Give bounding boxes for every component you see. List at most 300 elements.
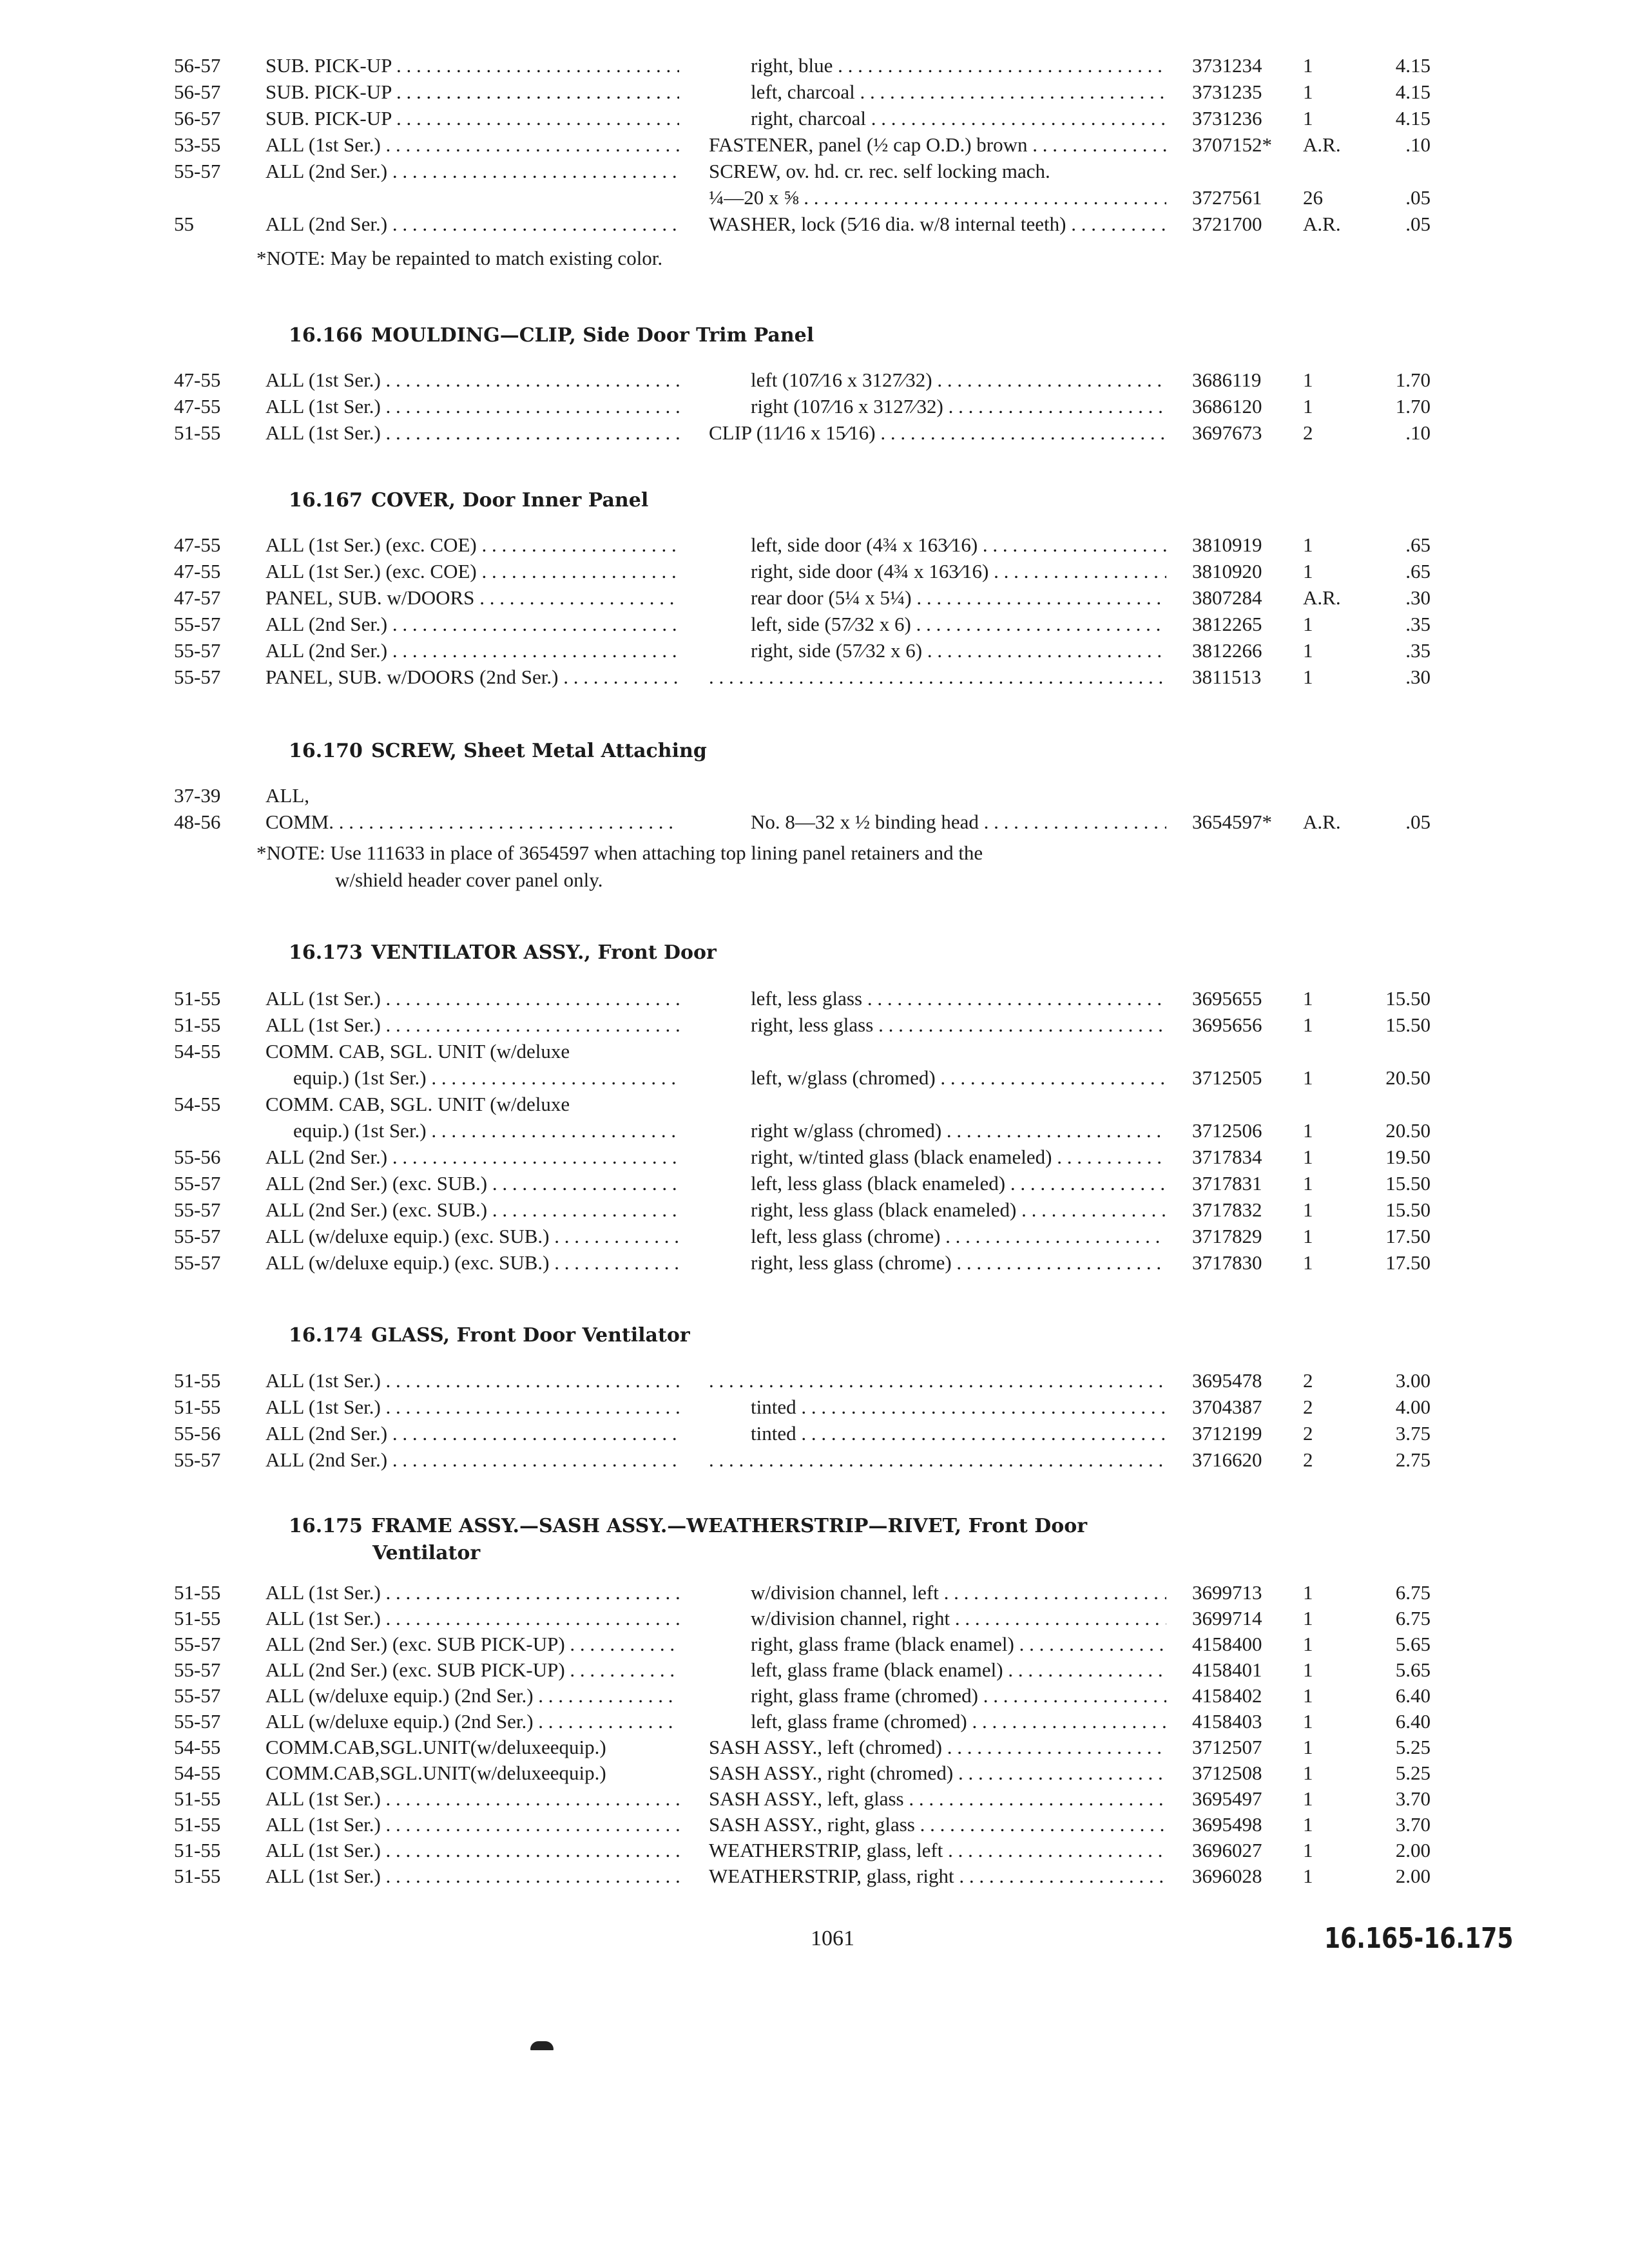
- description-cell: CLIP (11⁄16 x 15⁄16) . . .: [709, 420, 1166, 446]
- table-row: [0, 1786, 1629, 1812]
- year-cell: 51-55: [174, 1607, 221, 1629]
- table-row: [0, 1039, 1629, 1064]
- table-row: [0, 1760, 1629, 1786]
- quantity-cell: 1: [1303, 987, 1313, 1010]
- quantity-cell: 1: [1303, 1225, 1313, 1247]
- part-number-cell: 3727561: [1192, 186, 1262, 209]
- table-row: [0, 783, 1629, 809]
- part-number-cell: 3712199: [1192, 1422, 1262, 1445]
- table-row: [0, 1091, 1629, 1117]
- quantity-cell: 2: [1303, 1369, 1313, 1392]
- year-cell: 54-55: [174, 1093, 221, 1115]
- year-cell: 51-55: [174, 1865, 221, 1887]
- model-cell: SUB. PICK-UP . . .: [265, 106, 679, 131]
- model-cell: ALL (1st Ser.) . . .: [265, 1580, 679, 1606]
- part-number-cell: 3686120: [1192, 395, 1262, 418]
- year-cell: 55-57: [174, 160, 221, 182]
- quantity-cell: 26: [1303, 186, 1323, 209]
- table-row: [0, 1631, 1629, 1657]
- footnote-continuation: w/shield header cover panel only.: [335, 869, 603, 891]
- table-row: [0, 532, 1629, 558]
- table-row: [0, 1580, 1629, 1606]
- part-number-cell: 3812266: [1192, 639, 1262, 662]
- price-cell: .30: [1405, 586, 1431, 609]
- part-number-cell: 3810920: [1192, 560, 1262, 582]
- year-cell: 51-55: [174, 1014, 221, 1036]
- year-cell: 55-57: [174, 1198, 221, 1221]
- part-number-cell: 3695656: [1192, 1014, 1262, 1036]
- description-cell: left, w/glass (chromed) . . .: [751, 1065, 1166, 1091]
- part-number-cell: 3699714: [1192, 1607, 1262, 1629]
- section-heading: [289, 738, 1384, 765]
- section-number: 16.167: [289, 489, 363, 512]
- price-cell: .05: [1405, 811, 1431, 833]
- table-row: [0, 559, 1629, 584]
- price-cell: 3.00: [1395, 1369, 1431, 1392]
- year-cell: 51-55: [174, 1839, 221, 1861]
- price-cell: 5.65: [1395, 1633, 1431, 1655]
- price-cell: 4.15: [1395, 81, 1431, 103]
- table-row: [0, 664, 1629, 690]
- price-cell: 5.65: [1395, 1658, 1431, 1681]
- description-cell: right, side (57⁄32 x 6) . . .: [751, 638, 1166, 664]
- model-cell: ALL (1st Ser.) . . .: [265, 1394, 679, 1420]
- description-cell: FASTENER, panel (½ cap O.D.) brown . . .: [709, 132, 1166, 158]
- quantity-cell: 1: [1303, 1251, 1313, 1274]
- part-number-cell: 3810919: [1192, 533, 1262, 556]
- table-row: [0, 1144, 1629, 1170]
- year-cell: 51-55: [174, 987, 221, 1010]
- model-cell: ALL (1st Ser.) . . .: [265, 367, 679, 393]
- model-cell: ALL (w/deluxe equip.) (2nd Ser.) . . .: [265, 1709, 679, 1735]
- price-cell: .65: [1405, 533, 1431, 556]
- quantity-cell: 2: [1303, 421, 1313, 444]
- year-cell: 47-55: [174, 369, 221, 391]
- model-cell: ALL (1st Ser.) . . .: [265, 1812, 679, 1838]
- description-cell: [709, 1447, 1166, 1473]
- model-cell: COMM. CAB, SGL. UNIT (w/deluxe: [265, 1040, 570, 1062]
- description-cell: right w/glass (chromed) . . .: [751, 1118, 1166, 1144]
- description-cell: left (107⁄16 x 3127⁄32) . . .: [751, 367, 1166, 393]
- year-cell: 47-55: [174, 560, 221, 582]
- section-number: 16.173: [289, 941, 363, 964]
- year-cell: 51-55: [174, 1581, 221, 1604]
- price-cell: 15.50: [1385, 1014, 1431, 1036]
- table-row: [0, 585, 1629, 611]
- part-number-cell: 3686119: [1192, 369, 1262, 391]
- table-row: [0, 367, 1629, 393]
- model-cell: ALL (1st Ser.) . . .: [265, 1838, 679, 1863]
- price-cell: .10: [1405, 421, 1431, 444]
- year-cell: 47-55: [174, 395, 221, 418]
- model-cell: ALL (1st Ser.) . . .: [265, 1786, 679, 1812]
- part-number-cell: 3717831: [1192, 1172, 1262, 1195]
- price-cell: 3.70: [1395, 1787, 1431, 1810]
- description-cell: right, less glass (chrome) . . .: [751, 1250, 1166, 1276]
- model-cell: ALL (w/deluxe equip.) (2nd Ser.) . . .: [265, 1683, 679, 1709]
- price-cell: 15.50: [1385, 1198, 1431, 1221]
- model-cell: ALL (1st Ser.) . . .: [265, 132, 679, 158]
- year-cell: 47-55: [174, 533, 221, 556]
- model-cell: ALL (2nd Ser.) . . .: [265, 1447, 679, 1473]
- price-cell: 4.15: [1395, 54, 1431, 77]
- part-number-cell: 3717834: [1192, 1146, 1262, 1168]
- quantity-cell: A.R.: [1303, 811, 1341, 833]
- description-cell: [709, 1368, 1166, 1394]
- quantity-cell: 1: [1303, 1014, 1313, 1036]
- model-cell: ALL (2nd Ser.) . . .: [265, 159, 679, 184]
- description-cell: [709, 664, 1166, 690]
- table-row: [0, 1224, 1629, 1249]
- section-title: COVER, Door Inner Panel: [371, 489, 649, 512]
- part-number-cell: 3654597*: [1192, 811, 1272, 833]
- price-cell: 17.50: [1385, 1251, 1431, 1274]
- description-cell: SASH ASSY., right (chromed) . . .: [709, 1760, 1166, 1786]
- model-cell: COMM.CAB,SGL.UNIT(w/deluxeequip.): [265, 1762, 606, 1784]
- model-cell: equip.) (1st Ser.) . . .: [293, 1118, 679, 1144]
- model-cell: ALL,: [265, 784, 310, 807]
- table-row: [0, 53, 1629, 79]
- description-cell: SCREW, ov. hd. cr. rec. self locking mach.: [709, 160, 1050, 182]
- ink-mark: [530, 2041, 554, 2050]
- price-cell: 19.50: [1385, 1146, 1431, 1168]
- footnote: *NOTE: Use 111633 in place of 3654597 when attaching top lining panel retainers and the: [256, 841, 983, 864]
- model-cell: COMM. CAB, SGL. UNIT (w/deluxe: [265, 1093, 570, 1115]
- model-cell: COMM. . . .: [265, 809, 679, 835]
- model-cell: ALL (1st Ser.) . . .: [265, 420, 679, 446]
- year-cell: 55: [174, 213, 194, 235]
- section-heading: [289, 939, 1384, 966]
- quantity-cell: 1: [1303, 395, 1313, 418]
- model-cell: ALL (w/deluxe equip.) (exc. SUB.) . . .: [265, 1250, 679, 1276]
- table-row: [0, 809, 1629, 835]
- price-cell: .10: [1405, 133, 1431, 156]
- model-cell: ALL (2nd Ser.) . . .: [265, 638, 679, 664]
- price-cell: .35: [1405, 639, 1431, 662]
- table-row: [0, 1657, 1629, 1683]
- part-number-cell: 4158401: [1192, 1658, 1262, 1681]
- section-title: VENTILATOR ASSY., Front Door: [371, 941, 717, 964]
- description-cell: rear door (5¼ x 5¼) . . .: [751, 585, 1166, 611]
- part-number-cell: 3712507: [1192, 1736, 1262, 1758]
- quantity-cell: 1: [1303, 666, 1313, 688]
- part-number-cell: 3707152*: [1192, 133, 1272, 156]
- price-cell: 3.70: [1395, 1813, 1431, 1836]
- year-cell: 55-57: [174, 1225, 221, 1247]
- part-number-cell: 3712506: [1192, 1119, 1262, 1142]
- price-cell: .05: [1405, 186, 1431, 209]
- section-heading: [289, 322, 1384, 349]
- year-cell: 51-55: [174, 421, 221, 444]
- part-number-cell: 3695478: [1192, 1369, 1262, 1392]
- price-cell: 2.00: [1395, 1839, 1431, 1861]
- year-cell: 54-55: [174, 1736, 221, 1758]
- table-row: [0, 1421, 1629, 1446]
- description-cell: w/division channel, right . . .: [751, 1606, 1166, 1631]
- table-row: [0, 394, 1629, 419]
- price-cell: .30: [1405, 666, 1431, 688]
- quantity-cell: 1: [1303, 613, 1313, 635]
- year-cell: 55-57: [174, 1448, 221, 1471]
- quantity-cell: 2: [1303, 1396, 1313, 1418]
- price-cell: 2.00: [1395, 1865, 1431, 1887]
- section-title: MOULDING—CLIP, Side Door Trim Panel: [371, 324, 815, 347]
- year-cell: 55-56: [174, 1422, 221, 1445]
- description-cell: left, side (57⁄32 x 6) . . .: [751, 611, 1166, 637]
- section-title: FRAME ASSY.—SASH ASSY.—WEATHERSTRIP—RIVET, Front Door: [371, 1515, 1088, 1537]
- section-heading: [289, 1322, 1384, 1349]
- part-number-cell: 3812265: [1192, 613, 1262, 635]
- description-cell: WEATHERSTRIP, glass, right . . .: [709, 1863, 1166, 1889]
- description-cell: left, less glass . . .: [751, 986, 1166, 1012]
- quantity-cell: 1: [1303, 369, 1313, 391]
- description-cell: w/division channel, left . . .: [751, 1580, 1166, 1606]
- table-row: [0, 1863, 1629, 1889]
- description-cell: SASH ASSY., right, glass . . .: [709, 1812, 1166, 1838]
- quantity-cell: 1: [1303, 1865, 1313, 1887]
- price-cell: 3.75: [1395, 1422, 1431, 1445]
- model-cell: ALL (1st Ser.) . . .: [265, 986, 679, 1012]
- table-row: [0, 1735, 1629, 1760]
- description-cell: right, blue . . .: [751, 53, 1166, 79]
- part-number-cell: 3704387: [1192, 1396, 1262, 1418]
- quantity-cell: 2: [1303, 1422, 1313, 1445]
- quantity-cell: A.R.: [1303, 213, 1341, 235]
- description-cell: right (107⁄16 x 3127⁄32) . . .: [751, 394, 1166, 419]
- quantity-cell: 1: [1303, 1119, 1313, 1142]
- quantity-cell: 1: [1303, 639, 1313, 662]
- table-row: [0, 211, 1629, 237]
- price-cell: 2.75: [1395, 1448, 1431, 1471]
- section-number: 16.166: [289, 324, 363, 347]
- year-cell: 55-57: [174, 1684, 221, 1707]
- price-cell: 20.50: [1385, 1119, 1431, 1142]
- quantity-cell: 1: [1303, 1762, 1313, 1784]
- quantity-cell: 1: [1303, 1813, 1313, 1836]
- year-cell: 56-57: [174, 54, 221, 77]
- year-cell: 51-55: [174, 1396, 221, 1418]
- price-cell: 5.25: [1395, 1736, 1431, 1758]
- year-cell: 51-55: [174, 1813, 221, 1836]
- model-cell: ALL (2nd Ser.) . . .: [265, 1144, 679, 1170]
- description-cell: left, less glass (chrome) . . .: [751, 1224, 1166, 1249]
- description-cell: No. 8—32 x ½ binding head . . .: [751, 809, 1166, 835]
- page-number: 1061: [811, 1927, 854, 1950]
- section-range: 16.165-16.175: [1324, 1922, 1514, 1955]
- quantity-cell: 1: [1303, 1198, 1313, 1221]
- quantity-cell: A.R.: [1303, 133, 1341, 156]
- year-cell: 54-55: [174, 1040, 221, 1062]
- section-title-continuation: Ventilator: [372, 1542, 481, 1564]
- model-cell: ALL (2nd Ser.) . . .: [265, 611, 679, 637]
- quantity-cell: 1: [1303, 81, 1313, 103]
- table-row: [0, 1171, 1629, 1196]
- year-cell: 55-56: [174, 1146, 221, 1168]
- description-cell: right, less glass (black enameled) . . .: [751, 1197, 1166, 1223]
- quantity-cell: 1: [1303, 1607, 1313, 1629]
- part-number-cell: 3712508: [1192, 1762, 1262, 1784]
- quantity-cell: 1: [1303, 1658, 1313, 1681]
- description-cell: left, glass frame (black enamel) . . .: [751, 1657, 1166, 1683]
- table-row: [0, 185, 1629, 211]
- part-number-cell: 3811513: [1192, 666, 1262, 688]
- quantity-cell: 1: [1303, 107, 1313, 130]
- description-cell: left, glass frame (chromed) . . .: [751, 1709, 1166, 1735]
- description-cell: tinted . . .: [751, 1421, 1166, 1446]
- description-cell: WEATHERSTRIP, glass, left . . .: [709, 1838, 1166, 1863]
- table-row: [0, 1683, 1629, 1709]
- year-cell: 55-57: [174, 1710, 221, 1733]
- part-number-cell: 3699713: [1192, 1581, 1262, 1604]
- table-row: [0, 1447, 1629, 1473]
- price-cell: .35: [1405, 613, 1431, 635]
- year-cell: 55-57: [174, 666, 221, 688]
- table-row: [0, 1709, 1629, 1735]
- part-number-cell: 3731234: [1192, 54, 1262, 77]
- description-cell: left, charcoal . . .: [751, 79, 1166, 105]
- price-cell: 6.40: [1395, 1710, 1431, 1733]
- description-cell: left, less glass (black enameled) . . .: [751, 1171, 1166, 1196]
- part-number-cell: 3697673: [1192, 421, 1262, 444]
- table-row: [0, 1250, 1629, 1276]
- table-row: [0, 1812, 1629, 1838]
- description-cell: WASHER, lock (5⁄16 dia. w/8 internal teeth) . . .: [709, 211, 1166, 237]
- year-cell: 53-55: [174, 133, 221, 156]
- part-number-cell: 3695498: [1192, 1813, 1262, 1836]
- model-cell: ALL (2nd Ser.) (exc. SUB PICK-UP) . . .: [265, 1631, 679, 1657]
- quantity-cell: 1: [1303, 560, 1313, 582]
- price-cell: 4.00: [1395, 1396, 1431, 1418]
- table-row: [0, 1012, 1629, 1038]
- description-cell: right, less glass . . .: [751, 1012, 1166, 1038]
- model-cell: ALL (1st Ser.) . . .: [265, 1368, 679, 1394]
- quantity-cell: 1: [1303, 533, 1313, 556]
- price-cell: 5.25: [1395, 1762, 1431, 1784]
- description-cell: right, glass frame (chromed) . . .: [751, 1683, 1166, 1709]
- quantity-cell: 1: [1303, 1710, 1313, 1733]
- model-cell: ALL (2nd Ser.) . . .: [265, 1421, 679, 1446]
- part-number-cell: 3696028: [1192, 1865, 1262, 1887]
- model-cell: ALL (1st Ser.) . . .: [265, 394, 679, 419]
- quantity-cell: 1: [1303, 1066, 1313, 1089]
- table-row: [0, 611, 1629, 637]
- model-cell: SUB. PICK-UP . . .: [265, 53, 679, 79]
- quantity-cell: A.R.: [1303, 586, 1341, 609]
- quantity-cell: 1: [1303, 1581, 1313, 1604]
- part-number-cell: 3716620: [1192, 1448, 1262, 1471]
- model-cell: ALL (2nd Ser.) (exc. SUB.) . . .: [265, 1197, 679, 1223]
- year-cell: 55-57: [174, 613, 221, 635]
- description-cell: tinted . . .: [751, 1394, 1166, 1420]
- table-row: [0, 159, 1629, 184]
- part-number-cell: 3696027: [1192, 1839, 1262, 1861]
- price-cell: 20.50: [1385, 1066, 1431, 1089]
- year-cell: 37-39: [174, 784, 221, 807]
- price-cell: 6.75: [1395, 1607, 1431, 1629]
- description-cell: SASH ASSY., left, glass . . .: [709, 1786, 1166, 1812]
- table-row: [0, 1197, 1629, 1223]
- footnote: *NOTE: May be repainted to match existing color.: [256, 247, 663, 269]
- price-cell: 15.50: [1385, 1172, 1431, 1195]
- year-cell: 56-57: [174, 107, 221, 130]
- section-title: SCREW, Sheet Metal Attaching: [371, 740, 707, 762]
- part-number-cell: 3721700: [1192, 213, 1262, 235]
- table-row: [0, 420, 1629, 446]
- table-row: [0, 638, 1629, 664]
- quantity-cell: 1: [1303, 1787, 1313, 1810]
- model-cell: PANEL, SUB. w/DOORS . . .: [265, 585, 679, 611]
- model-cell: SUB. PICK-UP . . .: [265, 79, 679, 105]
- section-number: 16.175: [289, 1515, 363, 1537]
- quantity-cell: 1: [1303, 1684, 1313, 1707]
- section-number: 16.174: [289, 1324, 363, 1347]
- price-cell: 1.70: [1395, 369, 1431, 391]
- year-cell: 55-57: [174, 639, 221, 662]
- model-cell: ALL (1st Ser.) (exc. COE) . . .: [265, 559, 679, 584]
- price-cell: 4.15: [1395, 107, 1431, 130]
- description-cell: ¼—20 x ⅝ . . .: [709, 185, 1166, 211]
- model-cell: ALL (1st Ser.) . . .: [265, 1606, 679, 1631]
- quantity-cell: 1: [1303, 54, 1313, 77]
- part-number-cell: 3731236: [1192, 107, 1262, 130]
- year-cell: 54-55: [174, 1762, 221, 1784]
- description-cell: right, side door (4¾ x 163⁄16) . . .: [751, 559, 1166, 584]
- description-cell: right, glass frame (black enamel) . . .: [751, 1631, 1166, 1657]
- price-cell: 17.50: [1385, 1225, 1431, 1247]
- price-cell: .65: [1405, 560, 1431, 582]
- part-number-cell: 3717829: [1192, 1225, 1262, 1247]
- part-number-cell: 3712505: [1192, 1066, 1262, 1089]
- year-cell: 51-55: [174, 1787, 221, 1810]
- table-row: [0, 986, 1629, 1012]
- year-cell: 55-57: [174, 1633, 221, 1655]
- year-cell: 55-57: [174, 1658, 221, 1681]
- year-cell: 47-57: [174, 586, 221, 609]
- year-cell: 48-56: [174, 811, 221, 833]
- table-row: [0, 1606, 1629, 1631]
- part-number-cell: 4158403: [1192, 1710, 1262, 1733]
- description-cell: right, w/tinted glass (black enameled) . . .: [751, 1144, 1166, 1170]
- section-title: GLASS, Front Door Ventilator: [371, 1324, 690, 1347]
- table-row: [0, 1838, 1629, 1863]
- part-number-cell: 3717830: [1192, 1251, 1262, 1274]
- model-cell: ALL (1st Ser.) . . .: [265, 1012, 679, 1038]
- quantity-cell: 1: [1303, 1146, 1313, 1168]
- table-row: [0, 1118, 1629, 1144]
- table-row: [0, 106, 1629, 131]
- price-cell: 1.70: [1395, 395, 1431, 418]
- model-cell: ALL (2nd Ser.) . . .: [265, 211, 679, 237]
- description-cell: left, side door (4¾ x 163⁄16) . . .: [751, 532, 1166, 558]
- year-cell: 51-55: [174, 1369, 221, 1392]
- part-number-cell: 3695497: [1192, 1787, 1262, 1810]
- table-row: [0, 1065, 1629, 1091]
- year-cell: 56-57: [174, 81, 221, 103]
- model-cell: equip.) (1st Ser.) . . .: [293, 1065, 679, 1091]
- year-cell: 55-57: [174, 1172, 221, 1195]
- quantity-cell: 1: [1303, 1172, 1313, 1195]
- section-number: 16.170: [289, 740, 363, 762]
- model-cell: ALL (w/deluxe equip.) (exc. SUB.) . . .: [265, 1224, 679, 1249]
- model-cell: ALL (2nd Ser.) (exc. SUB PICK-UP) . . .: [265, 1657, 679, 1683]
- model-cell: ALL (1st Ser.) (exc. COE) . . .: [265, 532, 679, 558]
- part-number-cell: 3695655: [1192, 987, 1262, 1010]
- price-cell: 6.75: [1395, 1581, 1431, 1604]
- description-cell: SASH ASSY., left (chromed) . . .: [709, 1735, 1166, 1760]
- section-heading: [289, 487, 1384, 514]
- table-row: [0, 1394, 1629, 1420]
- price-cell: 6.40: [1395, 1684, 1431, 1707]
